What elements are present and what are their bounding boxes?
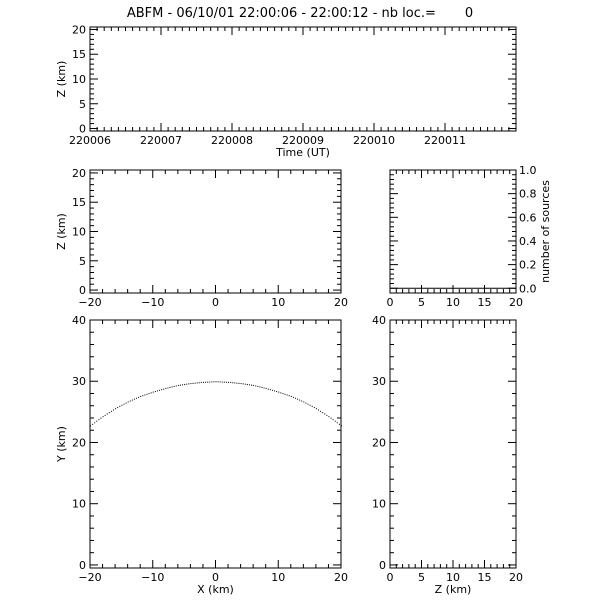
x-y-point	[207, 382, 208, 383]
x-y-point	[266, 388, 267, 389]
x-y-point	[222, 382, 223, 383]
x-y-ytick-label: 0	[79, 558, 86, 572]
x-z-ytick-label: 15	[72, 196, 86, 210]
histogram-ytick-label: 0.6	[519, 211, 537, 225]
x-y-xtick-label: 0	[212, 571, 219, 584]
x-y-point	[149, 393, 150, 394]
x-y-point	[155, 391, 156, 392]
x-y-ytick-label: 10	[72, 497, 86, 511]
histogram-xtick-label: 15	[477, 296, 492, 309]
x-y-xtick-label: −20	[78, 571, 102, 584]
x-y-point	[96, 421, 97, 422]
x-y-point	[197, 382, 198, 383]
x-y-point	[132, 400, 133, 401]
x-y-ylabel: Y (km)	[55, 426, 68, 462]
x-y-point	[126, 403, 127, 404]
x-y-point	[247, 384, 248, 385]
x-y-point	[90, 425, 91, 426]
z-y-xlabel: Z (km)	[434, 583, 472, 596]
x-y-ytick-label: 30	[72, 375, 86, 389]
x-y-point	[205, 382, 206, 383]
x-y-point	[287, 395, 288, 396]
x-y-point	[228, 382, 229, 383]
x-y-point	[249, 384, 250, 385]
x-y-point	[262, 387, 263, 388]
x-z-xtick-label: 20	[334, 296, 348, 309]
histogram-ylabel: number of sources	[539, 180, 552, 283]
x-y-point	[163, 389, 164, 390]
histogram-ytick-label: 1.0	[519, 164, 537, 177]
x-y-point	[186, 384, 187, 385]
x-y-point	[115, 408, 116, 409]
x-y-point	[291, 396, 292, 397]
x-z-ytick-label: 10	[72, 225, 86, 239]
x-y-point	[136, 398, 137, 399]
histogram-xtick-label: 0	[386, 296, 394, 309]
time-z-ylabel: Z (km)	[55, 60, 68, 98]
x-y-point	[201, 382, 202, 383]
histogram-xtick-label: 5	[418, 296, 425, 309]
x-y-point	[241, 383, 242, 384]
x-y-point	[109, 412, 110, 413]
z-y-xtick-label: 0	[386, 571, 394, 584]
z-y-ytick-label: 0	[379, 558, 386, 572]
x-y-point	[295, 398, 296, 399]
x-y-point	[220, 381, 221, 382]
x-y-point	[301, 401, 302, 402]
x-y-point	[226, 382, 227, 383]
x-y-point	[280, 392, 281, 393]
time-z-ytick-label: 5	[79, 97, 86, 111]
x-y-point	[218, 381, 219, 382]
z-y-frame	[390, 320, 516, 568]
x-y-point	[320, 411, 321, 412]
x-y-point	[209, 382, 210, 383]
time-z-xtick-label: 220006	[69, 134, 111, 147]
x-y-point	[251, 385, 252, 386]
x-y-point	[123, 404, 124, 405]
x-y-point	[105, 415, 106, 416]
x-y-point	[176, 385, 177, 386]
x-y-point	[264, 387, 265, 388]
x-y-point	[234, 382, 235, 383]
x-y-point	[239, 383, 240, 384]
x-y-point	[285, 394, 286, 395]
x-y-point	[119, 406, 120, 407]
z-y-xtick-label: 20	[509, 571, 523, 584]
x-y-point	[299, 400, 300, 401]
x-y-point	[331, 418, 332, 419]
x-y-point	[144, 395, 145, 396]
x-y-point	[182, 384, 183, 385]
x-z-ylabel: Z (km)	[55, 213, 68, 250]
x-y-point	[335, 421, 336, 422]
z-y-ytick-label: 20	[372, 436, 386, 450]
x-z-xtick-label: 10	[271, 296, 286, 309]
x-y-point	[121, 405, 122, 406]
x-y-point	[224, 382, 225, 383]
x-z-xtick-label: −20	[78, 296, 102, 309]
x-y-point	[230, 382, 231, 383]
x-y-ytick-label: 20	[72, 436, 86, 450]
x-y-point	[203, 382, 204, 383]
x-y-point	[100, 418, 101, 419]
x-y-ytick-label: 40	[72, 314, 86, 327]
time-z-xtick-label: 220008	[211, 134, 253, 147]
x-y-point	[92, 424, 93, 425]
x-y-point	[253, 385, 254, 386]
z-y-xtick-label: 5	[418, 571, 425, 584]
x-y-point	[272, 390, 273, 391]
time-z-xtick-label: 220007	[140, 134, 182, 147]
x-y-point	[113, 410, 114, 411]
x-y-point	[339, 424, 340, 425]
x-y-point	[151, 392, 152, 393]
x-y-point	[236, 383, 237, 384]
x-y-point	[184, 384, 185, 385]
x-y-point	[303, 401, 304, 402]
x-y-point	[341, 425, 342, 426]
x-y-point	[324, 413, 325, 414]
x-y-point	[142, 395, 143, 396]
x-y-point	[153, 392, 154, 393]
x-y-point	[297, 399, 298, 400]
x-y-point	[161, 389, 162, 390]
x-y-point	[165, 388, 166, 389]
x-y-point	[192, 383, 193, 384]
x-y-point	[117, 407, 118, 408]
x-y-point	[305, 403, 306, 404]
x-y-point	[270, 389, 271, 390]
x-y-point	[199, 382, 200, 383]
x-y-xtick-label: 10	[271, 571, 286, 584]
x-y-point	[146, 394, 147, 395]
histogram-ytick-label: 0.0	[519, 282, 537, 296]
x-y-point	[98, 419, 99, 420]
x-y-point	[326, 415, 327, 416]
x-y-point	[178, 385, 179, 386]
time-z-xtick-label: 220010	[353, 134, 395, 147]
x-y-xtick-label: −10	[141, 571, 165, 584]
histogram-xtick-label: 20	[509, 296, 523, 309]
x-y-point	[213, 381, 214, 382]
x-y-point	[255, 385, 256, 386]
time-z-ytick-label: 20	[72, 23, 86, 37]
x-y-point	[216, 381, 217, 382]
x-y-point	[172, 386, 173, 387]
z-y-xtick-label: 15	[477, 571, 492, 584]
x-y-point	[195, 383, 196, 384]
x-y-point	[274, 390, 275, 391]
x-y-point	[134, 399, 135, 400]
x-z-ytick-label: 0	[79, 284, 86, 298]
x-y-point	[289, 395, 290, 396]
x-y-point	[180, 385, 181, 386]
x-y-point	[282, 393, 283, 394]
x-y-point	[293, 397, 294, 398]
x-y-point	[316, 408, 317, 409]
x-y-point	[322, 412, 323, 413]
z-y-ytick-label: 10	[372, 497, 386, 511]
x-y-point	[190, 383, 191, 384]
histogram-ytick-label: 0.2	[519, 258, 537, 272]
x-z-frame	[90, 170, 341, 293]
x-y-point	[232, 382, 233, 383]
x-y-point	[318, 410, 319, 411]
x-y-point	[157, 390, 158, 391]
histogram-ytick-label: 0.4	[519, 234, 537, 248]
x-y-point	[276, 391, 277, 392]
histogram-ytick-label: 0.8	[519, 187, 537, 201]
z-y-ytick-label: 30	[372, 375, 386, 389]
x-y-xtick-label: 20	[334, 571, 348, 584]
x-y-point	[169, 387, 170, 388]
histogram-frame	[390, 170, 516, 293]
x-y-point	[211, 381, 212, 382]
x-y-point	[138, 397, 139, 398]
x-y-point	[159, 390, 160, 391]
x-y-point	[245, 384, 246, 385]
x-y-point	[328, 416, 329, 417]
x-y-point	[257, 386, 258, 387]
x-y-point	[337, 422, 338, 423]
x-y-point	[140, 396, 141, 397]
x-y-xlabel: X (km)	[197, 583, 234, 596]
x-y-point	[103, 416, 104, 417]
time-z-xtick-label: 220009	[282, 134, 324, 147]
time-z-ytick-label: 10	[72, 73, 86, 86]
x-y-point	[188, 383, 189, 384]
histogram-xtick-label: 10	[446, 296, 460, 309]
z-y-xtick-label: 10	[446, 571, 460, 584]
x-y-point	[259, 386, 260, 387]
x-y-point	[107, 413, 108, 414]
x-y-point	[167, 387, 168, 388]
x-y-point	[94, 422, 95, 423]
time-z-xtick-label: 220011	[424, 134, 466, 147]
x-y-point	[130, 401, 131, 402]
x-y-point	[174, 386, 175, 387]
x-z-ytick-label: 20	[72, 166, 86, 180]
x-y-point	[111, 411, 112, 412]
x-y-point	[308, 404, 309, 405]
time-z-frame	[90, 27, 516, 131]
x-y-point	[128, 401, 129, 402]
x-y-point	[314, 407, 315, 408]
time-z-xlabel: Time (UT)	[276, 146, 330, 159]
x-y-point	[278, 392, 279, 393]
x-z-xtick-label: 0	[212, 296, 219, 309]
chart-title: ABFM - 06/10/01 22:00:06 - 22:00:12 - nb loc.= 0	[126, 6, 474, 21]
x-z-xtick-label: −10	[141, 296, 165, 309]
x-y-point	[312, 406, 313, 407]
time-z-ytick-label: 0	[79, 122, 86, 136]
z-y-ytick-label: 40	[372, 314, 386, 327]
time-z-ytick-label: 15	[72, 48, 86, 62]
x-y-point	[333, 419, 334, 420]
x-y-frame	[90, 320, 341, 568]
x-y-point	[310, 405, 311, 406]
x-y-point	[243, 383, 244, 384]
x-z-ytick-label: 5	[79, 254, 86, 268]
x-y-point	[268, 389, 269, 390]
